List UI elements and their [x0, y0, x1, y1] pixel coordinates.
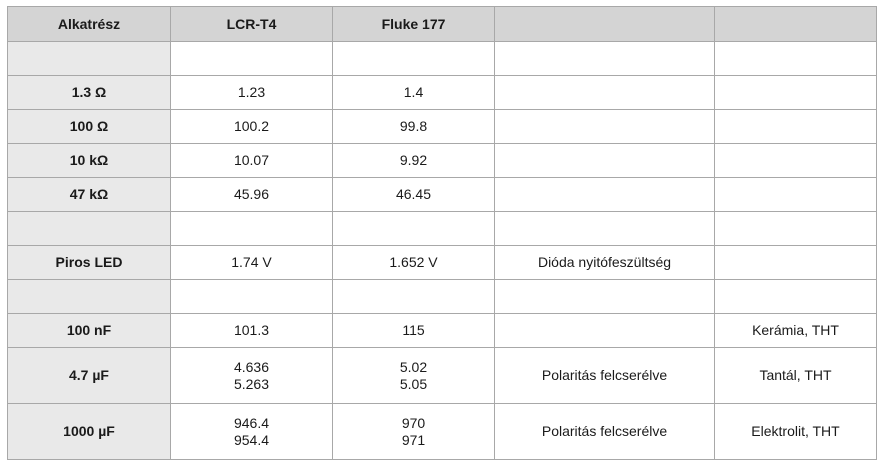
note-cell — [495, 212, 715, 246]
table-row — [8, 110, 877, 144]
lcr-value-cell — [171, 404, 333, 460]
fluke-value-cell-line: 970 — [401, 414, 426, 431]
note-cell: Polaritás felcserélve — [495, 348, 715, 404]
type-cell — [715, 144, 877, 178]
fluke-value-cell-line: 9.92 — [399, 152, 428, 168]
type-cell — [715, 42, 877, 76]
fluke-value-cell-line: 1.652 V — [389, 254, 438, 270]
lcr-value-cell — [171, 42, 333, 76]
type-cell — [715, 280, 877, 314]
fluke-value-cell — [333, 110, 495, 144]
fluke-value-cell — [333, 144, 495, 178]
lcr-value-cell-line: 10.07 — [233, 152, 270, 168]
type-cell: Kerámia, THT — [715, 314, 877, 348]
note-cell: Polaritás felcserélve — [495, 404, 715, 460]
fluke-value-cell-line: 115 — [402, 322, 425, 338]
fluke-value-cell — [333, 42, 495, 76]
type-cell: Elektrolit, THT — [715, 404, 877, 460]
component-cell — [8, 42, 171, 76]
component-cell: 1.3 Ω — [8, 76, 171, 110]
header-row — [8, 7, 877, 42]
header-fluke-177: Fluke 177 — [333, 7, 495, 42]
fluke-value-cell — [333, 212, 495, 246]
note-cell — [495, 280, 715, 314]
lcr-value-cell — [171, 144, 333, 178]
component-cell: 100 nF — [8, 314, 171, 348]
component-cell: 47 kΩ — [8, 178, 171, 212]
lcr-value-cell-line: 946.4 — [233, 414, 270, 431]
note-cell — [495, 76, 715, 110]
table-row — [8, 314, 877, 348]
lcr-value-cell-line: 1.23 — [237, 84, 266, 100]
type-cell — [715, 212, 877, 246]
header-type — [715, 7, 877, 42]
lcr-value-cell — [171, 280, 333, 314]
table-body — [8, 42, 877, 460]
lcr-value-cell — [171, 314, 333, 348]
component-cell — [8, 212, 171, 246]
type-cell — [715, 246, 877, 280]
type-cell — [715, 178, 877, 212]
type-cell: Tantál, THT — [715, 348, 877, 404]
lcr-value-cell-line: 4.636 — [233, 358, 270, 375]
lcr-value-cell-line: 101.3 — [233, 322, 270, 338]
component-cell: 4.7 µF — [8, 348, 171, 404]
measurement-table — [7, 6, 877, 460]
table-row — [8, 42, 877, 76]
lcr-value-cell-line: 1.74 V — [231, 254, 272, 270]
fluke-value-cell — [333, 76, 495, 110]
table-row — [8, 404, 877, 460]
table-row — [8, 280, 877, 314]
fluke-value-cell-line: 5.02 — [399, 358, 428, 375]
table-row — [8, 144, 877, 178]
type-cell — [715, 110, 877, 144]
component-cell: 100 Ω — [8, 110, 171, 144]
lcr-value-cell — [171, 212, 333, 246]
table-row — [8, 76, 877, 110]
header-component: Alkatrész — [8, 7, 171, 42]
fluke-value-cell — [333, 314, 495, 348]
table-row — [8, 178, 877, 212]
note-cell — [495, 314, 715, 348]
lcr-value-cell-line: 100.2 — [233, 118, 270, 134]
fluke-value-cell-line: 99.8 — [399, 118, 428, 134]
table-row — [8, 212, 877, 246]
lcr-value-cell — [171, 110, 333, 144]
lcr-value-cell-line: 954.4 — [233, 431, 270, 448]
fluke-value-cell — [333, 246, 495, 280]
note-cell — [495, 144, 715, 178]
table-row — [8, 348, 877, 404]
fluke-value-cell — [333, 280, 495, 314]
type-cell — [715, 76, 877, 110]
component-cell: 1000 µF — [8, 404, 171, 460]
lcr-value-cell — [171, 178, 333, 212]
lcr-value-cell — [171, 348, 333, 404]
note-cell — [495, 178, 715, 212]
component-cell — [8, 280, 171, 314]
component-cell: Piros LED — [8, 246, 171, 280]
fluke-value-cell — [333, 178, 495, 212]
lcr-value-cell — [171, 76, 333, 110]
fluke-value-cell-line: 971 — [401, 431, 426, 448]
note-cell — [495, 42, 715, 76]
lcr-value-cell-line: 45.96 — [233, 186, 270, 202]
component-cell: 10 kΩ — [8, 144, 171, 178]
fluke-value-cell-line: 46.45 — [395, 186, 432, 202]
fluke-value-cell-line: 5.05 — [399, 375, 428, 392]
header-lcr-t4: LCR-T4 — [171, 7, 333, 42]
note-cell: Dióda nyitófeszültség — [495, 246, 715, 280]
note-cell — [495, 110, 715, 144]
header-note — [495, 7, 715, 42]
lcr-value-cell — [171, 246, 333, 280]
table-row — [8, 246, 877, 280]
lcr-value-cell-line: 5.263 — [233, 375, 270, 392]
fluke-value-cell — [333, 348, 495, 404]
fluke-value-cell-line: 1.4 — [403, 84, 424, 100]
fluke-value-cell — [333, 404, 495, 460]
table-header — [8, 7, 877, 42]
